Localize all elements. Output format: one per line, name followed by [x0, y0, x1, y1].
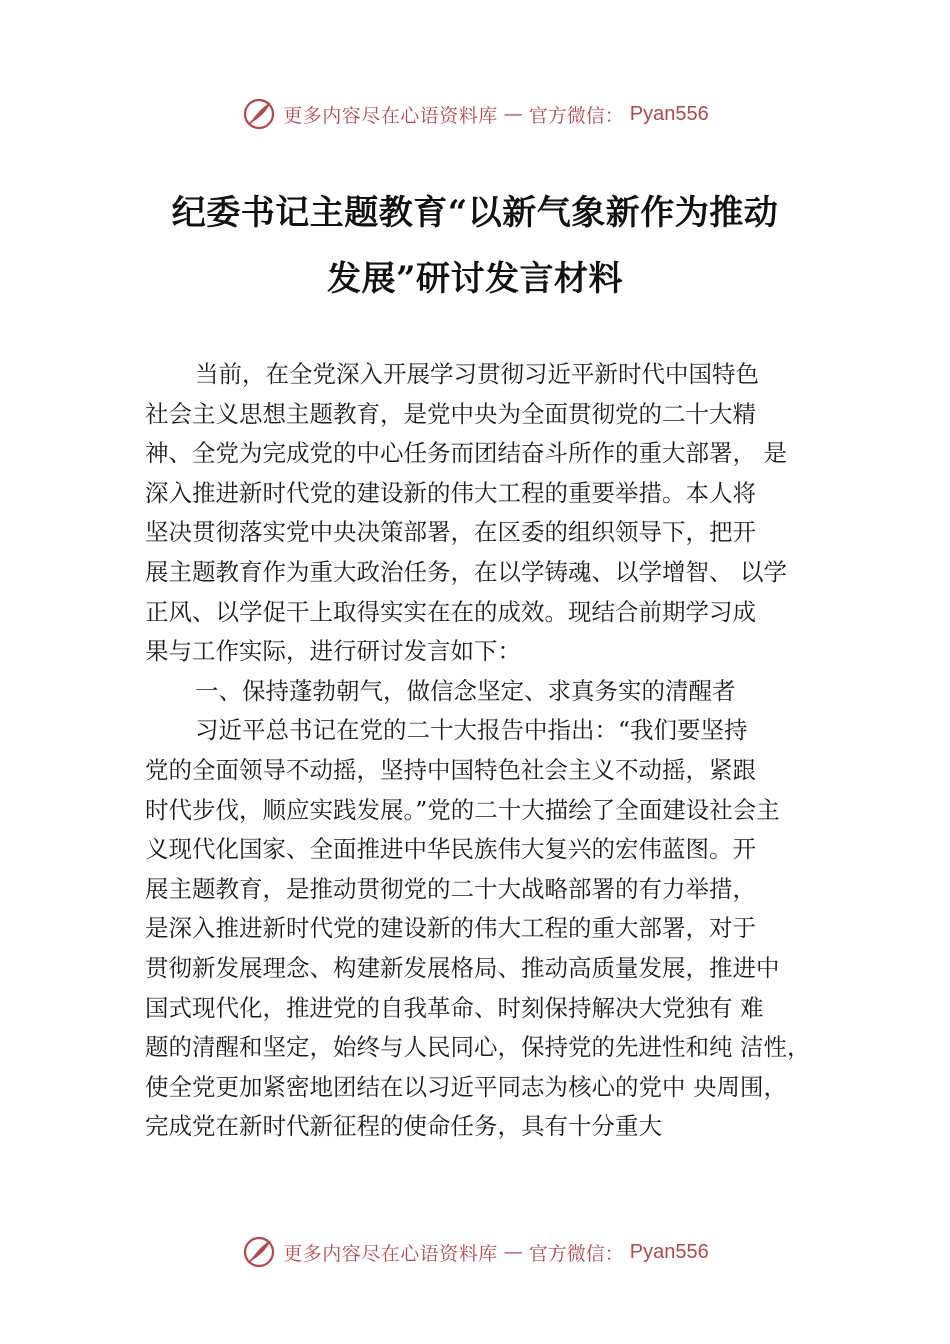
body-line: 党的全面领导不动摇，坚持中国特色社会主义不动摇，紧跟	[145, 755, 756, 784]
body-line: 贯彻新发展理念、构建新发展格局、推动高质量发展，推进中	[145, 953, 780, 982]
title-line-1: 纪委书记主题教育“以新气象新作为推动	[171, 193, 779, 233]
title-line-2: 发展”研讨发言材料	[326, 259, 624, 299]
body-line: 习近平总书记在党的二十大报告中指出：“我们要坚持	[195, 716, 748, 745]
body-line: 深入推进新时代党的建设新的伟大工程的重要举措。本人将	[145, 478, 756, 507]
watermark-wechat-id: Pyan556	[629, 102, 709, 125]
body-line: 时代步伐，顺应实践发展。”党的二十大描绘了全面建设社会主	[145, 795, 780, 824]
body-line: 完成党在新时代新征程的使命任务，具有十分重大	[145, 1112, 662, 1141]
body-line: 果与工作实际，进行研讨发言如下：	[145, 637, 521, 666]
body-line: 展主题教育作为重大政治任务，在以学铸魂、以学增智、 以学	[145, 557, 787, 586]
watermark-wechat-label: 官方微信：	[528, 1242, 624, 1265]
feather-logo-icon	[241, 96, 277, 132]
body-line: 展主题教育，是推动贯彻党的二十大战略部署的有力举措，	[145, 874, 756, 903]
body-line: 使全党更加紧密地团结在以习近平同志为核心的党中 央周围，	[145, 1072, 787, 1101]
watermark-dash: —	[503, 1241, 523, 1263]
body-line: 神、全党为完成党的中心任务而团结奋斗所作的重大部署， 是	[145, 439, 787, 468]
feather-logo-icon	[241, 1234, 277, 1270]
section-heading: 一、保持蓬勃朝气，做信念坚定、求真务实的清醒者	[195, 676, 736, 705]
document-body	[145, 355, 825, 1147]
body-line: 坚决贯彻落实党中央决策部署，在区委的组织领导下，把开	[145, 518, 756, 547]
watermark-site-name: 更多内容尽在心语资料库	[283, 1242, 498, 1265]
watermark-wechat-id: Pyan556	[629, 1240, 709, 1263]
watermark-header	[0, 94, 950, 134]
body-line: 社会主义思想主题教育，是党中央为全面贯彻党的二十大精	[145, 399, 756, 428]
watermark-wechat-label: 官方微信：	[528, 104, 624, 127]
watermark-site-name: 更多内容尽在心语资料库	[283, 104, 498, 127]
body-line: 正风、以学促干上取得实实在在的成效。现结合前期学习成	[145, 597, 756, 626]
body-line: 义现代化国家、全面推进中华民族伟大复兴的宏伟蓝图。开	[145, 835, 756, 864]
body-line: 是深入推进新时代党的建设新的伟大工程的重大部署，对于	[145, 914, 756, 943]
body-line: 题的清醒和坚定，始终与人民同心，保持党的先进性和纯 洁性，	[145, 1033, 811, 1062]
body-line: 国式现代化，推进党的自我革命、时刻保持解决大党独有 难	[145, 993, 764, 1022]
document-title	[100, 180, 850, 312]
watermark-dash: —	[503, 103, 523, 125]
body-line: 当前，在全党深入开展学习贯彻习近平新时代中国特色	[195, 360, 759, 388]
watermark-footer	[0, 1232, 950, 1272]
